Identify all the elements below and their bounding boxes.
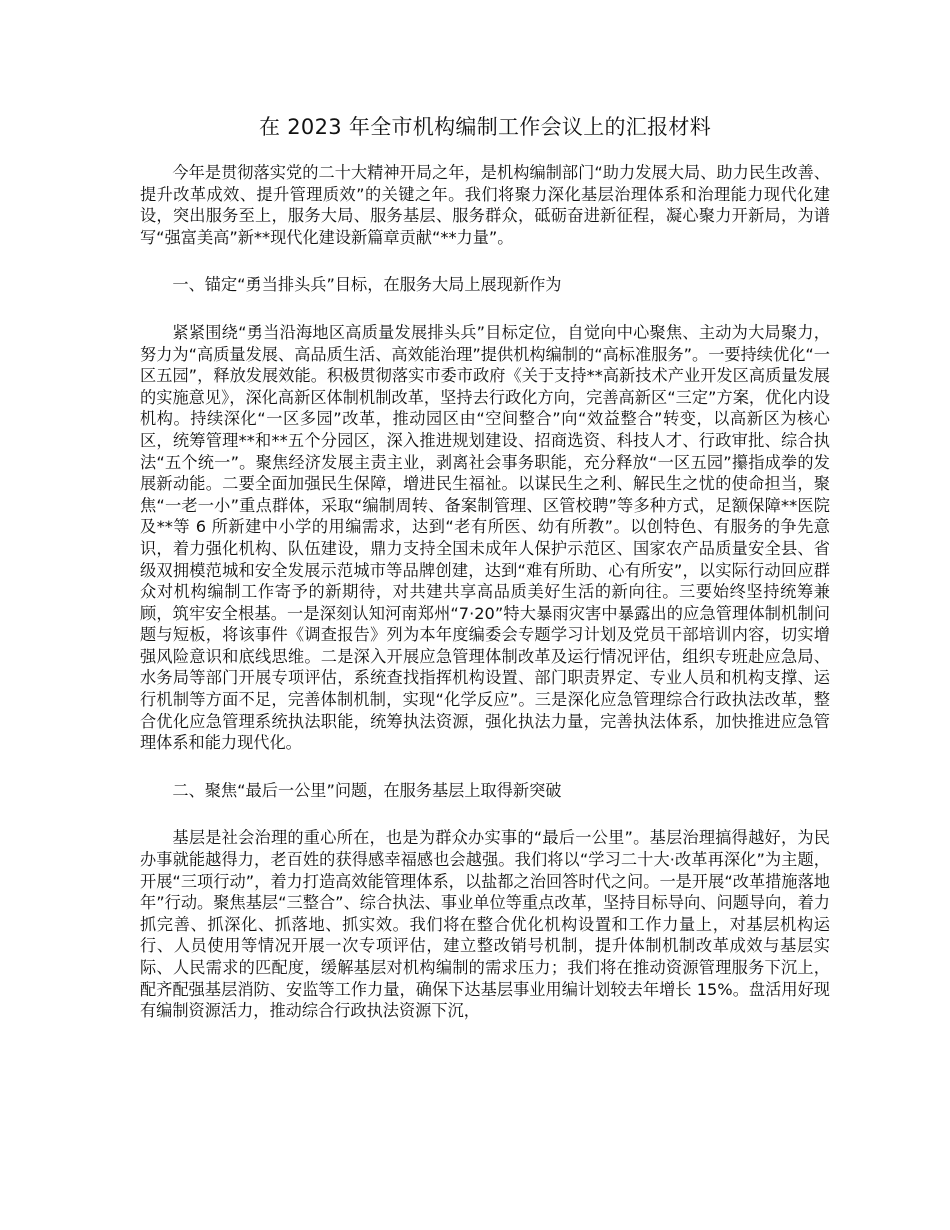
section-2-body: 基层是社会治理的重心所在，也是为群众办实事的“最后一公里”。基层治理搞得越好，为民办事就能越得力，老百姓的获得感幸福感也会越强。我们将以“学习二十大·改革再深化”为主题，开展“三项行动”，着力打造高效能管理体系，以盐都之治回答时代之问。一是开展“改革措施落地年”行动。聚焦基层“三整合”、综合执法、事业单位等重点改革，坚持目标导向、问题导向，着力抓完善、抓深化、抓落地、抓实效。我们将在整合优化机构设置和工作力量上，对基层机构运行、人员使用等情况开展一次专项评估，建立整改销号机制，提升体制机制改革成效与基层实际、人民需求的匹配度，缓解基层对机构编制的需求压力；我们将在推动资源管理服务下沉上，配齐配强基层消防、安监等工作力量，确保下达基层事业用编计划较去年增长 15%。盘活用好现有编制资源活力，推动综合行政执法资源下沉， xyxy=(140,828,830,1021)
document-title: 在 2023 年全市机构编制工作会议上的汇报材料 xyxy=(259,115,711,139)
intro-paragraph: 今年是贯彻落实党的二十大精神开局之年，是机构编制部门“助力发展大局、助力民生改善、提升改革成效、提升管理质效”的关键之年。我们将聚力深化基层治理体系和治理能力现代化建设，突出服务至上，服务大局、服务基层、服务群众，砥砺奋进新征程，凝心聚力开新局，为谱写“强富美高”新**现代化建设新篇章贡献“**力量”。 xyxy=(140,163,830,247)
spacer xyxy=(140,248,830,274)
document-page xyxy=(140,110,830,1022)
spacer xyxy=(140,754,830,780)
section-1-heading: 一、锚定“勇当排头兵”目标，在服务大局上展现新作为 xyxy=(172,275,562,295)
spacer xyxy=(140,296,830,322)
section-1-body: 紧紧围绕“勇当沿海地区高质量发展排头兵”目标定位，自觉向中心聚焦、主动为大局聚力，努力为“高质量发展、高品质生活、高效能治理”提供机构编制的“高标准服务”。一要持续优化“一区五园”，释放发展效能。积极贯彻落实市委市政府《关于支持**高新技术产业开发区高质量发展的实施意见》，深化高新区体制机制改革，坚持去行政化方向，完善高新区“三定”方案，优化内设机构。持续深化“一区多园”改革，推动园区由“空间整合”向“效益整合”转变，以高新区为核心区，统筹管理**和**五个分园区，深入推进规划建设、招商选资、科技人才、行政审批、综合执法“五个统一”。聚焦经济发展主责主业，剥离社会事务职能，充分释放“一区五园”攥指成拳的发展新动能。二要全面加强民生保障，增进民生福祉。以谋民生之利、解民生之忧的使命担当，聚焦“一老一小”重点群体，采取“编制周转、备案制管理、区管校聘”等多种方式，足额保障**医院及**等 6 所新建中小学的用编需求，达到“老有所医、幼有所教”。以创特色、有服务的争先意识，着力强化机构、队伍建设，鼎力支持全国未成年人保护示范区、国家农产品质量安全县、省级双拥模范城和安全发展示范城市等品牌创建，达到“难有所助、心有所安”，以实际行动回应群众对机构编制工作寄予的新期待，对共建共享高品质美好生活的新向往。三要始终坚持统筹兼顾，筑牢安全根基。一是深刻认知河南郑州“7·20”特大暴雨灾害中暴露出的应急管理体制机制问题与短板，将该事件《调查报告》列为本年度编委会专题学习计划及党员干部培训内容，切实增强风险意识和底线思维。二是深入开展应急管理体制改革及运行情况评估，组织专班赴应急局、水务局等部门开展专项评估，系统查找指挥机构设置、部门职责界定、专业人员和机构支撑、运行机制等方面不足，完善体制机制，实现“化学反应”。三是深化应急管理综合行政执法改革，整合优化应急管理系统执法职能，统筹执法资源，强化执法力量，完善执法体系，加快推进应急管理体系和能力现代化。 xyxy=(140,322,830,753)
section-2-heading: 二、聚焦“最后一公里”问题，在服务基层上取得新突破 xyxy=(172,780,562,800)
spacer xyxy=(140,801,830,827)
